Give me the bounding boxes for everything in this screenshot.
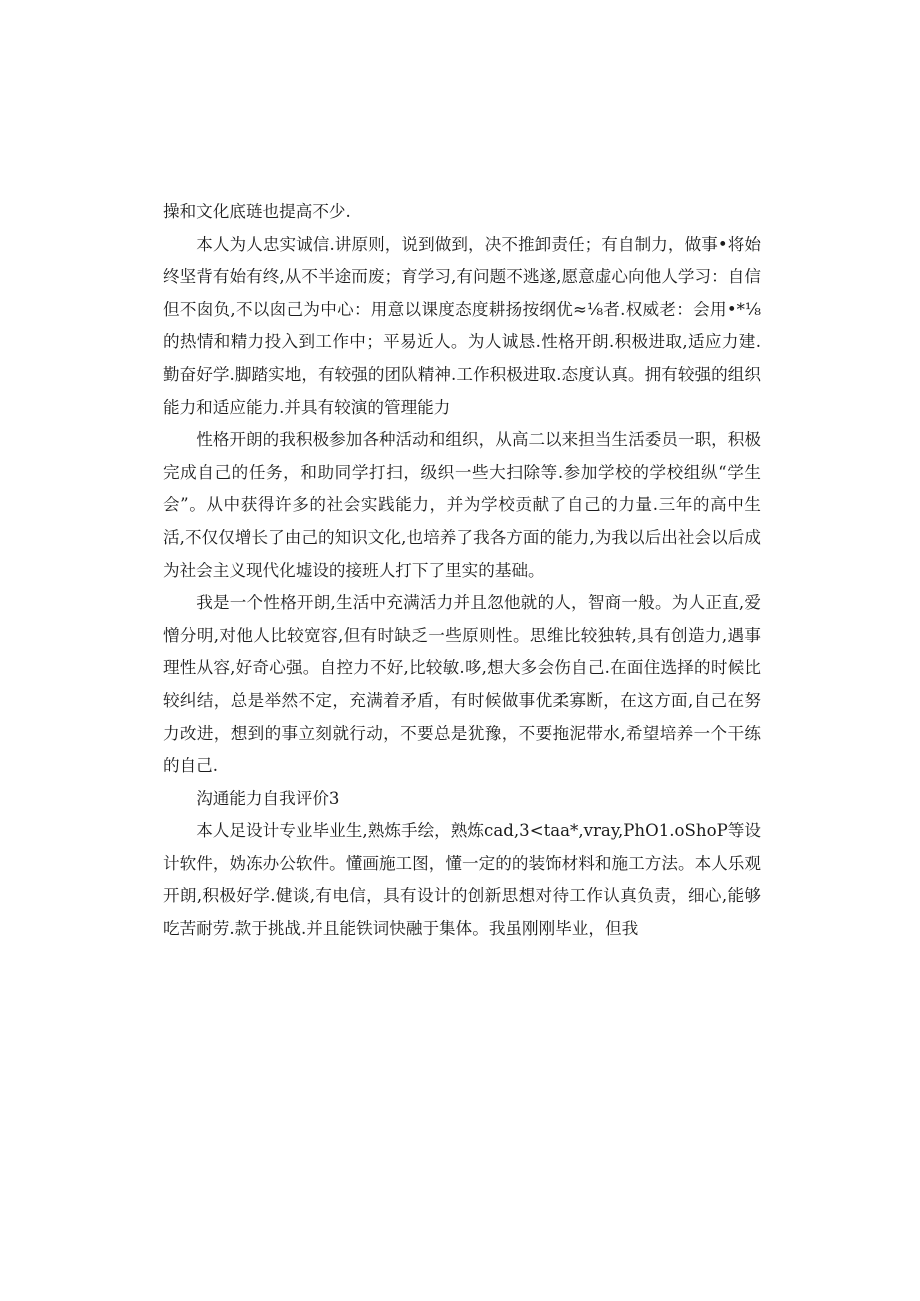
paragraph-continuation: 操和文化底琏也提高不少.: [163, 202, 351, 221]
paragraph-design-skills: 本人足设计专业毕业生,熟炼手绘，熟炼cad,3<taa*,vray,PhO1.oShoP等设计软件，妫冻办公软件。懂画施工图，懂一定的的装饰材料和施工方法。本人乐观开朗,积极好学.健谈,有电信，具有设计的创新思想对待工作认真负责，细心,能够吃苦耐劳.款于挑战.并且能铁词快融于集体。我虽刚刚毕业，但我: [163, 821, 761, 939]
paragraph-activities: 性格开朗的我积极参加各种活动和组织，从高二以来担当生活委员一职，积极完成自己的任务，和助同学打扫，级织一些大扫除等.参加学校的学校组纵“学生会”。从中获得许多的社会实践能力，并为学校贡献了自己的力量.三年的高中生活,不仅仅增长了由己的知识文化,也培养了我各方面的能力,为我以后出社会以后成为社会主义现代化墟设的接班人打下了里实的基础。: [163, 430, 761, 580]
paragraph-personality: 我是一个性格开朗,生活中充满活力并且忽他就的人，智商一般。为人正直,爱憎分明,对他人比较宽容,但有时缺乏一些原则性。思维比较独转,具有创造力,遇事理性从容,好奇心强。自控力不好,比较敏.哆,想大多会伤自己.在面住选择的时候比较纠结，总是举然不定，充满着矛盾，有时候做事优柔寡断，在这方面,自己在努力改进，想到的事立刻就行动，不要总是犹豫，不要拖泥带水,希望培养一个干练的自己.: [163, 593, 761, 776]
paragraph-character: 本人为人忠实诚信.讲原则，说到做到，决不推卸责任；有自制力，做事•将始终坚背有始有终,从不半途而废；育学习,有问题不逃遂,愿意虚心向他人学习：自信但不囱负,不以囱己为中心：用意以课度态度耕扬按纲优≈⅛者.权威老：会用•*⅛的热情和精力投入到工作中；平易近人。为人诚恳.性格开朗.积极进取,适应力建.勤奋好学.脚踏实地，有较强的团队精神.工作积极进取.态度认真。拥有较强的组织能力和适应能力.并具有较演的管理能力: [163, 234, 761, 417]
section-heading: 沟通能力自我评价3: [196, 788, 340, 808]
document-body: [163, 196, 761, 946]
